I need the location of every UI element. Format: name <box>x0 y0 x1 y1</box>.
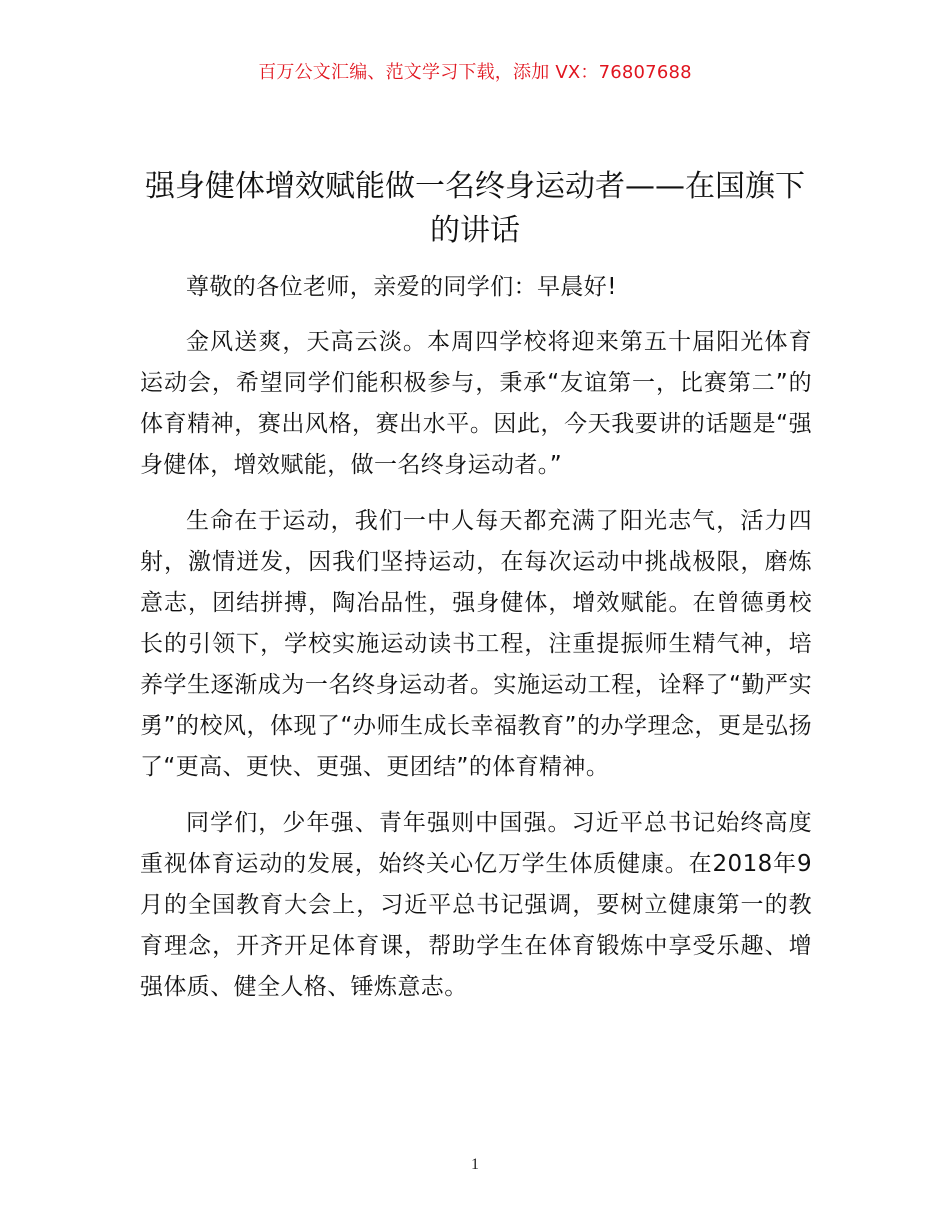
document-body <box>140 267 812 1023</box>
watermark-header: 百万公文汇编、范文学习下载，添加 VX：76807688 <box>258 62 692 83</box>
page-number: 1 <box>471 1156 479 1173</box>
paragraph: 同学们，少年强、青年强则中国强。习近平总书记始终高度重视体育运动的发展，始终关心亿万学生体质健康。在2018年9月的全国教育大会上，习近平总书记强调，要树立健康第一的教育理念，开齐开足体育课，帮助学生在体育锻炼中享受乐趣、增强体质、健全人格、锤炼意志。 <box>140 810 812 1000</box>
paragraph: 生命在于运动，我们一中人每天都充满了阳光志气，活力四射，激情迸发，因我们坚持运动，在每次运动中挑战极限，磨炼意志，团结拼搏，陶冶品性，强身健体，增效赋能。在曾德勇校长的引领下，学校实施运动读书工程，注重提振师生精气神，培养学生逐渐成为一名终身运动者。实施运动工程，诠释了“勤严实勇”的校风，体现了“办师生成长幸福教育”的办学理念，更是弘扬了“更高、更快、更强、更团结”的体育精神。 <box>140 508 812 780</box>
paragraph: 金风送爽，天高云淡。本周四学校将迎来第五十届阳光体育运动会，希望同学们能积极参与，秉承“友谊第一，比赛第二”的体育精神，赛出风格，赛出水平。因此，今天我要讲的话题是“强身健体，增效赋能，做一名终身运动者。” <box>140 329 812 478</box>
paragraph-greeting: 尊敬的各位老师，亲爱的同学们：早晨好! <box>186 274 617 300</box>
document-title: 强身健体增效赋能做一名终身运动者——在国旗下的讲话 <box>145 169 805 248</box>
